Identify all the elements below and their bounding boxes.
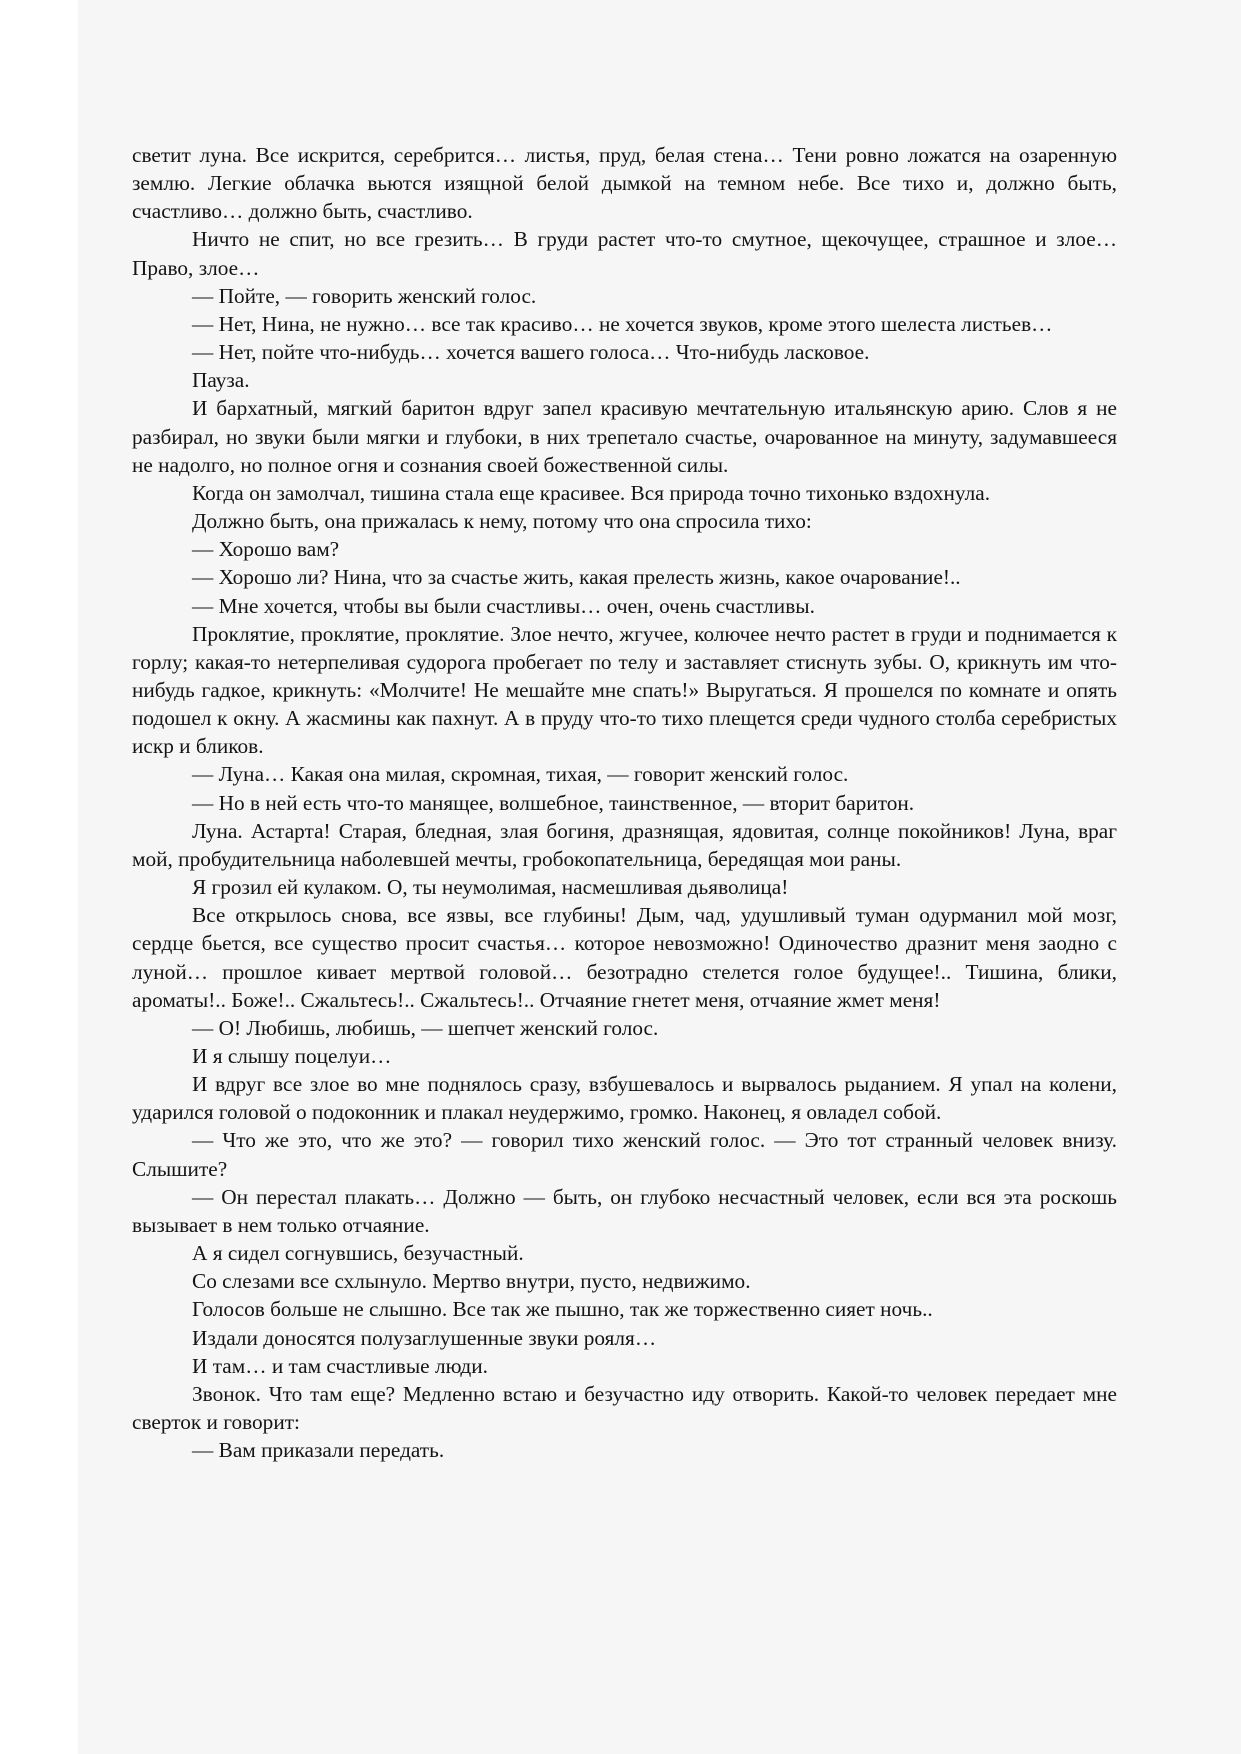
paragraph: И там… и там счастливые люди. — [192, 1353, 488, 1378]
paragraph: Издали доносятся полузаглушенные звуки рояля… — [192, 1325, 657, 1350]
paragraph: — Хорошо ли? Нина, что за счастье жить, какая прелесть жизнь, какое очарование!.. — [192, 565, 961, 590]
paragraph: — Хорошо вам? — [192, 537, 340, 562]
paragraph: Должно быть, она прижалась к нему, потому что она спросила тихо: — [192, 509, 812, 534]
paragraph: Все открылось снова, все язвы, все глубины! Дым, чад, удушливый туман одурманил мой мозг, сердце бьется, все существо просит счастья… которое невозможно! Одиночество дразнит меня заодно с луной… прошлое кивает мертвой головой… безотрадно стелется голое будущее!.. Тишина, блики, ароматы!.. Боже!.. Сжальтесь!.. Сжальтесь!.. Отчаяние гнетет меня, отчаяние жмет меня! — [132, 903, 1117, 1012]
paragraph: И вдруг все злое во мне поднялось сразу, взбушевалось и вырвалось рыданием. Я упал на колени, ударился головой о подоконник и плакал неудержимо, громко. Наконец, я овладел собой. — [132, 1072, 1117, 1125]
paragraph: Ничто не спит, но все грезить… В груди растет что-то смутное, щекочущее, страшное и злое… Право, злое… — [132, 227, 1117, 280]
document-body — [132, 141, 1117, 1464]
paragraph: Проклятие, проклятие, проклятие. Злое нечто, жгучее, колючее нечто растет в груди и поднимается к горлу; какая-то нетерпеливая судорога пробегает по телу и заставляет стиснуть зубы. О, крикнуть им что-нибудь гадкое, крикнуть: «Молчите! Не мешайте мне спать!» Выругаться. Я прошелся по комнате и опять подошел к окну. А жасмины как пахнут. А в пруду что-то тихо плещется среди чудного столба серебристых искр и бликов. — [132, 621, 1117, 759]
paragraph: — Луна… Какая она милая, скромная, тихая, — говорит женский голос. — [192, 762, 849, 787]
paragraph: А я сидел согнувшись, безучастный. — [192, 1241, 524, 1266]
paragraph: — Нет, пойте что-нибудь… хочется вашего голоса… Что-нибудь ласковое. — [192, 340, 870, 365]
paragraph: — Нет, Нина, не нужно… все так красиво… не хочется звуков, кроме этого шелеста листьев… — [192, 311, 1053, 336]
paragraph: Пауза. — [192, 368, 250, 393]
paragraph: Я грозил ей кулаком. О, ты неумолимая, насмешливая дьяволица! — [192, 875, 789, 900]
paragraph: Луна. Астарта! Старая, бледная, злая богиня, дразнящая, ядовитая, солнце покойников! Луна, враг мой, пробудительница наболевшей мечты, гробокопательница, бередящая мои раны. — [132, 818, 1117, 871]
paragraph: — Но в ней есть что-то манящее, волшебное, таинственное, — вторит баритон. — [192, 790, 915, 815]
paragraph: — Что же это, что же это? — говорил тихо женский голос. — Это тот странный человек внизу. Слышите? — [132, 1128, 1117, 1181]
paragraph: — О! Любишь, любишь, — шепчет женский голос. — [192, 1015, 659, 1040]
paragraph: — Вам приказали передать. — [192, 1438, 445, 1463]
paragraph: Звонок. Что там еще? Медленно встаю и безучастно иду отворить. Какой-то человек передает мне сверток и говорит: — [132, 1381, 1117, 1435]
paragraph: И я слышу поцелуи… — [192, 1044, 392, 1068]
paragraph: — Он перестал плакать… Должно — быть, он глубоко несчастный человек, если вся эта роскошь вызывает в нем только отчаяние. — [132, 1184, 1117, 1237]
paragraph: Когда он замолчал, тишина стала еще красивее. Вся природа точно тихонько вздохнула. — [192, 480, 991, 505]
paragraph: Со слезами все схлынуло. Мертво внутри, пусто, недвижимо. — [192, 1269, 751, 1294]
paragraph: Голосов больше не слышно. Все так же пышно, так же торжественно сияет ночь.. — [192, 1297, 933, 1322]
paragraph: — Пойте, — говорить женский голос. — [192, 283, 537, 308]
paragraph: И бархатный, мягкий баритон вдруг запел красивую мечтательную итальянскую арию. Слов я не разбирал, но звуки были мягки и глубоки, в них трепетало счастье, очарованное на минуту, задумавшееся не надолго, но полное огня и сознания своей божественной силы. — [132, 396, 1117, 477]
paragraph: — Мне хочется, чтобы вы были счастливы… очен, очень счастливы. — [192, 593, 815, 618]
paragraph: светит луна. Все искрится, серебрится… листья, пруд, белая стена… Тени ровно ложатся на озаренную землю. Легкие облачка вьются изящной белой дымкой на темном небе. Все тихо и, должно быть, счастливо… должно быть, счастливо. — [132, 143, 1117, 224]
